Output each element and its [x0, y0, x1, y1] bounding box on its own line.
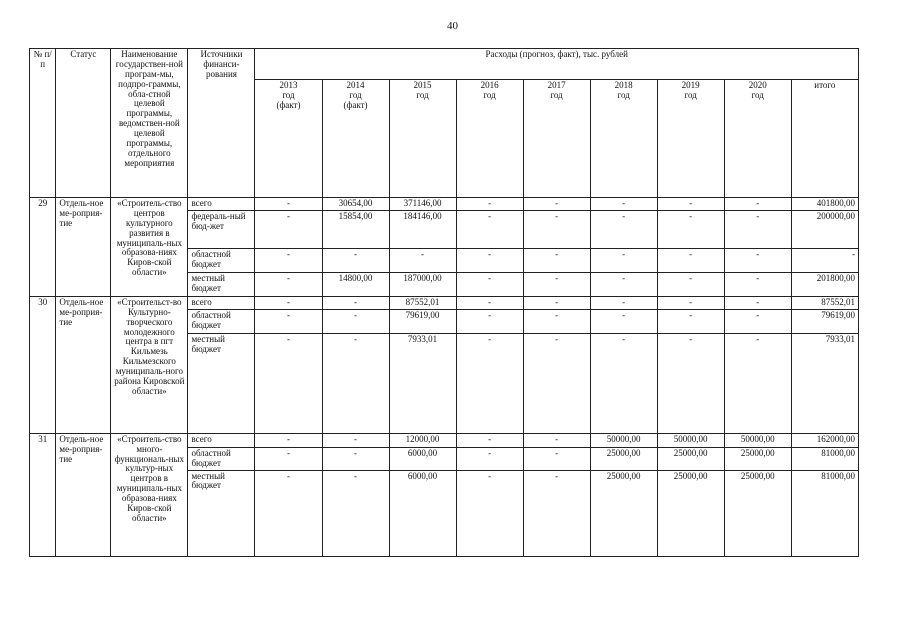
entry-name: «Строитель-ство центров культурного развития в муниципаль-ных образова-ниях Киров-ской области»: [111, 198, 188, 297]
budget-table: [29, 48, 859, 557]
expense-cell: -: [523, 433, 590, 447]
entry-name: «Строительст-во Культурно-творческого молодежного центра в пгт Кильмезь Кильмезского муниципаль-ного района Кировской области»: [111, 296, 188, 433]
funding-source: местный бюджет: [188, 272, 255, 296]
expense-cell: 25000,00: [590, 470, 657, 556]
header-year-value: 2013: [279, 80, 298, 90]
expense-cell: -: [590, 296, 657, 309]
expense-cell: -: [657, 296, 724, 309]
expense-cell: -: [456, 296, 523, 309]
expense-cell: -: [523, 272, 590, 296]
expense-cell: -: [456, 433, 523, 447]
expense-cell: -: [523, 248, 590, 272]
header-year-note: (факт): [343, 99, 368, 110]
total-cell: 201800,00: [791, 272, 858, 296]
expense-cell: -: [657, 309, 724, 333]
expense-cell: -: [590, 198, 657, 211]
funding-source: местный бюджет: [188, 333, 255, 433]
total-cell: 7933,01: [791, 333, 858, 433]
funding-source: областной бюджет: [188, 447, 255, 470]
total-cell: 162000,00: [791, 433, 858, 447]
header-year-label: год: [617, 89, 630, 100]
total-cell: 81000,00: [791, 447, 858, 470]
expense-cell: -: [724, 210, 791, 248]
funding-source: всего: [188, 198, 255, 211]
header-sources: Источники финанси-рования: [188, 49, 255, 198]
total-cell: 87552,01: [791, 296, 858, 309]
expense-cell: 50000,00: [657, 433, 724, 447]
expense-cell: -: [389, 248, 456, 272]
expense-cell: 7933,01: [389, 333, 456, 433]
header-year-note: (факт): [276, 99, 301, 110]
expense-cell: 50000,00: [724, 433, 791, 447]
expense-cell: -: [255, 333, 322, 433]
expense-cell: -: [456, 248, 523, 272]
header-year-label: год: [483, 89, 496, 100]
expense-cell: -: [724, 333, 791, 433]
header-status: Статус: [56, 49, 111, 198]
header-year-value: 2016: [480, 80, 499, 90]
expense-cell: -: [322, 248, 389, 272]
expense-cell: -: [657, 272, 724, 296]
header-year-2015: [389, 80, 456, 198]
expense-cell: -: [322, 433, 389, 447]
total-cell: 200000,00: [791, 210, 858, 248]
funding-source: областной бюджет: [188, 309, 255, 333]
expense-cell: -: [590, 309, 657, 333]
funding-source: всего: [188, 296, 255, 309]
expense-cell: -: [255, 296, 322, 309]
expense-cell: -: [523, 198, 590, 211]
header-row-top: [30, 49, 859, 80]
expense-cell: -: [657, 198, 724, 211]
header-year-value: 2015: [413, 80, 432, 90]
expense-cell: 50000,00: [590, 433, 657, 447]
entry-name: «Строитель-ство много-функциональ-ных культур-ных центров в муниципаль-ных образова-ниях Киров-ской области»: [111, 433, 188, 556]
header-expenses: Расходы (прогноз, факт), тыс. рублей: [255, 49, 859, 80]
total-cell: -: [791, 248, 858, 272]
header-year-2016: [456, 80, 523, 198]
total-cell: 401800,00: [791, 198, 858, 211]
expense-cell: 6000,00: [389, 447, 456, 470]
expense-cell: 79619,00: [389, 309, 456, 333]
expense-cell: 25000,00: [724, 470, 791, 556]
expense-cell: -: [255, 272, 322, 296]
expense-cell: -: [724, 248, 791, 272]
expense-cell: 6000,00: [389, 470, 456, 556]
expense-cell: -: [724, 309, 791, 333]
expense-cell: 371146,00: [389, 198, 456, 211]
expense-cell: -: [590, 248, 657, 272]
expense-cell: -: [724, 296, 791, 309]
expense-cell: -: [456, 210, 523, 248]
header-year-label: год: [349, 89, 362, 100]
expense-cell: -: [255, 447, 322, 470]
expense-cell: -: [456, 272, 523, 296]
page-number: 40: [447, 20, 458, 32]
entry-status: Отдель-ное ме-роприя-тие: [56, 433, 111, 556]
header-year-value: 2020: [748, 80, 767, 90]
expense-cell: -: [456, 447, 523, 470]
expense-cell: -: [657, 248, 724, 272]
expense-cell: -: [590, 210, 657, 248]
expense-cell: -: [255, 210, 322, 248]
header-year-2020: [724, 80, 791, 198]
expense-cell: -: [590, 333, 657, 433]
expense-cell: 25000,00: [724, 447, 791, 470]
expense-cell: -: [724, 272, 791, 296]
header-year-value: 2019: [681, 80, 700, 90]
header-year-2017: [523, 80, 590, 198]
expense-cell: -: [255, 309, 322, 333]
header-year-label: год: [416, 89, 429, 100]
table-row: [30, 433, 859, 447]
header-year-2018: [590, 80, 657, 198]
entry-status: Отдель-ное ме-роприя-тие: [56, 296, 111, 433]
header-year-2014: [322, 80, 389, 198]
table-body: [30, 198, 859, 557]
entry-number: 30: [30, 296, 56, 433]
expense-cell: -: [590, 272, 657, 296]
expense-cell: -: [523, 210, 590, 248]
header-year-label: год: [550, 89, 563, 100]
expense-cell: 87552,01: [389, 296, 456, 309]
funding-source: федераль-ный бюд-жет: [188, 210, 255, 248]
expense-cell: -: [657, 210, 724, 248]
header-year-label: год: [282, 89, 295, 100]
expense-cell: 25000,00: [590, 447, 657, 470]
expense-cell: -: [523, 309, 590, 333]
expense-cell: -: [255, 470, 322, 556]
expense-cell: 184146,00: [389, 210, 456, 248]
header-name: Наименование государствен-ной програм-мы, подпро-граммы, обла-стной целевой программы, ведомствен-ной целевой программы, отдельного мероприятия: [111, 49, 188, 198]
expense-cell: 14800,00: [322, 272, 389, 296]
expense-cell: -: [456, 198, 523, 211]
expense-cell: -: [322, 447, 389, 470]
header-total: итого: [791, 80, 858, 198]
funding-source: местный бюджет: [188, 470, 255, 556]
expense-cell: -: [255, 433, 322, 447]
expense-cell: -: [523, 470, 590, 556]
header-year-value: 2014: [346, 80, 365, 90]
total-cell: 79619,00: [791, 309, 858, 333]
expense-cell: -: [456, 470, 523, 556]
expense-cell: 15854,00: [322, 210, 389, 248]
header-num: № п/п: [30, 49, 56, 198]
entry-number: 29: [30, 198, 56, 297]
expense-cell: -: [322, 309, 389, 333]
expense-cell: -: [322, 470, 389, 556]
expense-cell: -: [255, 198, 322, 211]
funding-source: областной бюджет: [188, 248, 255, 272]
expense-cell: -: [322, 296, 389, 309]
expense-cell: 30654,00: [322, 198, 389, 211]
header-year-label: год: [684, 89, 697, 100]
expense-cell: -: [724, 198, 791, 211]
expense-cell: -: [322, 333, 389, 433]
header-year-value: 2018: [614, 80, 633, 90]
total-cell: 81000,00: [791, 470, 858, 556]
expense-cell: 187000,00: [389, 272, 456, 296]
expense-cell: 25000,00: [657, 447, 724, 470]
header-year-label: год: [751, 89, 764, 100]
expense-cell: 12000,00: [389, 433, 456, 447]
expense-cell: 25000,00: [657, 470, 724, 556]
expense-cell: -: [456, 333, 523, 433]
header-year-2013: [255, 80, 322, 198]
table-row: [30, 296, 859, 309]
expense-cell: -: [456, 309, 523, 333]
expense-cell: -: [657, 333, 724, 433]
expense-cell: -: [523, 447, 590, 470]
table-row: [30, 198, 859, 211]
entry-number: 31: [30, 433, 56, 556]
entry-status: Отдель-ное ме-роприя-тие: [56, 198, 111, 297]
header-year-2019: [657, 80, 724, 198]
expense-cell: -: [255, 248, 322, 272]
funding-source: всего: [188, 433, 255, 447]
expense-cell: -: [523, 296, 590, 309]
header-year-value: 2017: [547, 80, 566, 90]
expense-cell: -: [523, 333, 590, 433]
